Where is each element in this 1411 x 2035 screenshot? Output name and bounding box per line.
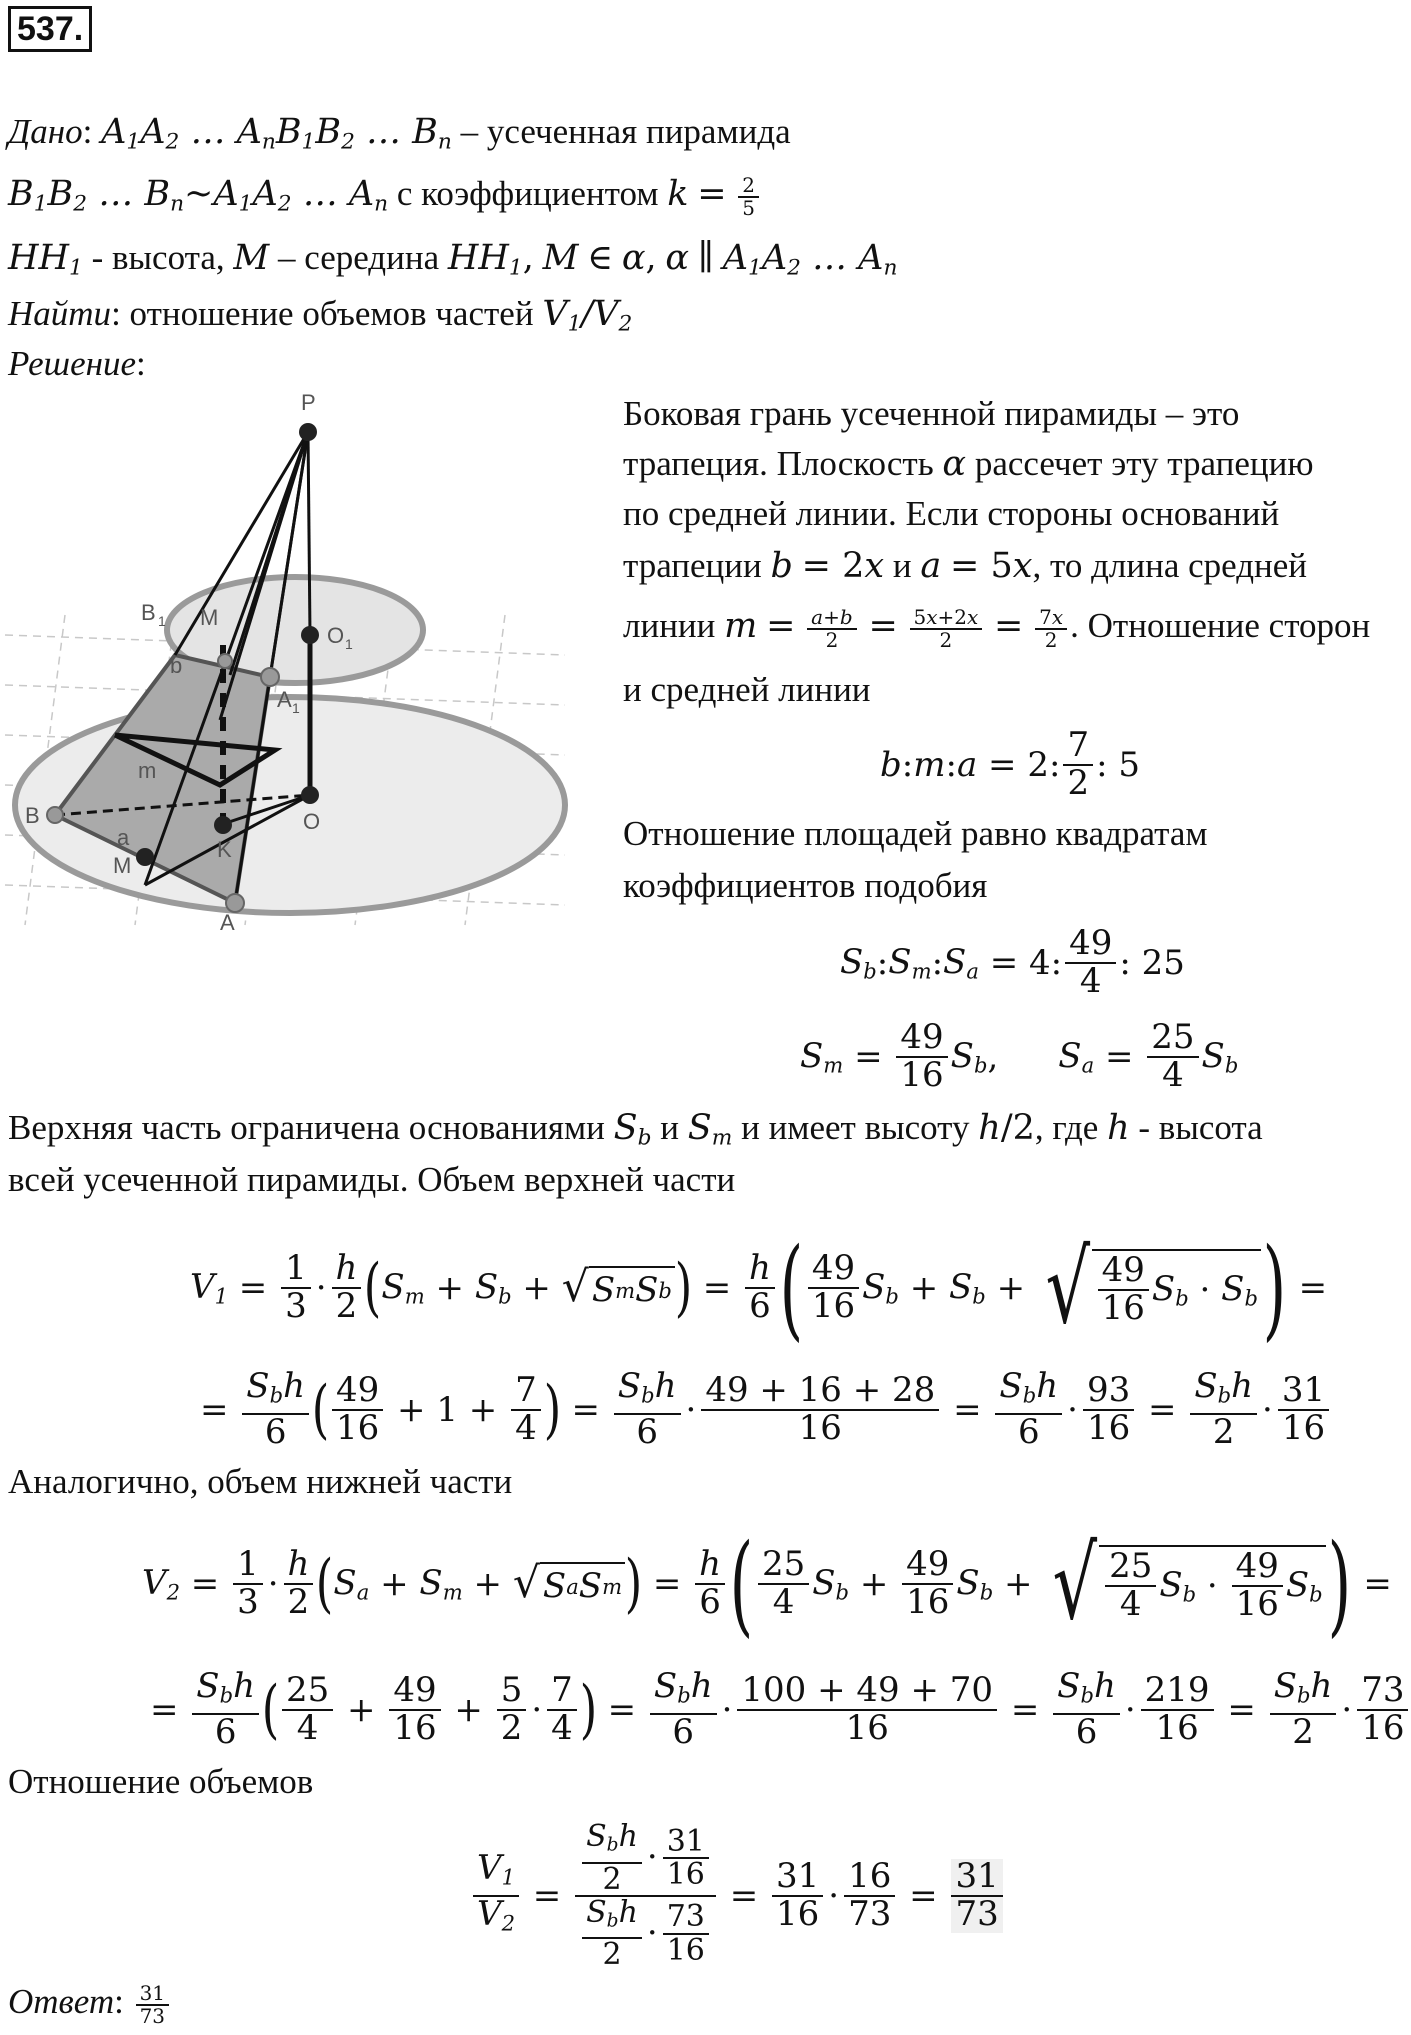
svg-text:O: O: [303, 809, 321, 834]
right-p1-l3: по средней линии. Если стороны оснований: [623, 494, 1280, 533]
given-line3-b: – середина: [277, 238, 440, 277]
find-text: : отношение объемов частей: [111, 294, 534, 333]
answer-denominator: 73: [139, 2003, 166, 2028]
svg-text:1: 1: [345, 636, 353, 652]
text-segment: линии: [623, 606, 716, 645]
v1-formula-line2: = $\frac{S_bh}{6}$ ( $\frac{49}{16}$ + 1 + $\frac{7}{4}$ ) = $\frac{S_bh}{6}$ · $\frac{49 + 16 + 28}{16}$ = $\frac{S_bh}{6}$ · $\frac{93}{16}$ = $\frac{S_bh}{2}$ · $\frac{31}{16}$: [200, 1360, 1332, 1460]
text-segment: рассечет эту трапецию: [974, 444, 1314, 483]
text-segment: и имеет высоту: [741, 1108, 970, 1147]
svg-text:b: b: [170, 653, 183, 678]
ratio-bma: b : m : a = 2: $\frac{7}{2}$ : 5: [880, 725, 1140, 803]
answer-label: Ответ: [8, 1982, 115, 2021]
find-line: Найти: отношение объемов частей $V_1/V_2$: [8, 294, 633, 337]
svg-text:A: A: [220, 910, 235, 935]
svg-text:P: P: [301, 390, 316, 415]
upper-line-2: всей усеченной пирамиды. Объем верхней части: [8, 1160, 736, 1199]
svg-text:O: O: [327, 623, 345, 648]
v1-formula-line1: $V_1$ = $\frac{1}{3}$ · $\frac{h}{2}$ ( $S_m$ + $S_b$ + √ S m S b ) = $\frac{h}{6}$ ( $\frac{49}{16}$ $S_b$ + $S_b$ + √ $\frac{49}{16}$ $S_b$ · $S_b$ ) =: [190, 1224, 1328, 1352]
given-line3-a: - высота,: [91, 238, 225, 277]
svg-text:B: B: [25, 803, 40, 828]
upper-line-1: Верхняя часть ограничена основаниями $S_b$ и $S_m$ и имеет высоту h/2, где h - высота: [8, 1108, 1263, 1151]
lower-line: Аналогично, объем нижней части: [8, 1462, 513, 1501]
given-line-2: $B_1B_2$ … $B_n\sim A_1A_2$ … $A_n$ с коэффициентом k = $\frac{2}{5}$: [8, 172, 762, 226]
right-p2-l1: Отношение площадей равно квадратам: [623, 814, 1208, 853]
ratio-areas: $S_b$ : $S_m$ : $S_a$ = 4: $\frac{49}{4}$ : 25: [840, 923, 1185, 1001]
right-p2-l2: коэффициентов подобия: [623, 866, 988, 905]
text-segment: трапеции: [623, 546, 762, 585]
text-segment: Верхняя часть ограничена основаниями: [8, 1108, 605, 1147]
given-line-3: $HH_1$ - высота, M – середина $HH_1$, M ∈ α, α ∥ $A_1A_2$ … $A_n$: [8, 238, 898, 281]
result-fraction: $\frac{31}{73}$: [951, 1859, 1002, 1932]
text-segment: - высота: [1138, 1108, 1263, 1147]
given-line2-mid: с коэффициентом: [396, 174, 659, 213]
answer-numerator: 31: [136, 1983, 169, 2006]
svg-text:B: B: [141, 600, 156, 625]
v2-formula-line2: = $\frac{S_bh}{6}$ ( $\frac{25}{4}$ + $\frac{49}{16}$ + $\frac{5}{2}$ · $\frac{7}{4}$ ) = $\frac{S_bh}{6}$ · $\frac{100 + 49 + 70}{16}$ = $\frac{S_bh}{6}$ · $\frac{219}{16}$ = $\frac{S_bh}{2}$ · $\frac{73}{16}$: [150, 1660, 1411, 1760]
v2-formula-line1: $V_2$ = $\frac{1}{3}$ · $\frac{h}{2}$ ( $S_a$ + $S_m$ + √ S a S m ) = $\frac{h}{6}$ ( $\frac{25}{4}$ $S_b$ + $\frac{49}{16}$ $S_b$ + √ $\frac{25}{4}$ $S_b$ · $\frac{49}{16}$ $S_b$ ) =: [142, 1520, 1392, 1648]
answer-line: Ответ: $\frac{31}{73}$: [8, 1980, 172, 2027]
svg-text:m: m: [138, 758, 157, 783]
text-segment: трапеция. Плоскость: [623, 444, 934, 483]
right-p1-l4: трапеции b = 2x и a = 5x, то длина средней: [623, 546, 1308, 586]
area-relations: $S_m$ = $\frac{49}{16}$ $S_b$ , $S_a$ = $\frac{25}{4}$ $S_b$: [800, 1017, 1239, 1095]
svg-text:K: K: [217, 837, 232, 862]
problem-number: 537.: [8, 6, 92, 52]
solution-label: Решение: [8, 344, 137, 383]
svg-text:A: A: [277, 687, 292, 712]
svg-text:a: a: [117, 825, 130, 850]
ratio-line: Отношение объемов: [8, 1762, 314, 1801]
svg-text:1: 1: [292, 700, 300, 716]
right-p1-l1: Боковая грань усеченной пирамиды – это: [623, 394, 1240, 433]
solution-line: Решение:: [8, 344, 146, 383]
given-line1-tail: – усеченная пирамида: [460, 112, 791, 151]
text-segment: и: [660, 1108, 680, 1147]
given-line-1: Дано: $A_1A_2$ … $A_nB_1B_2$ … $B_n$ – усеченная пирамида: [8, 112, 791, 155]
given-label: Дано: [8, 112, 83, 151]
pyramid-figure: [5, 385, 595, 945]
text-segment: , где: [1034, 1108, 1099, 1147]
right-p1-l5: линии m = $\frac{a+b}{2}$ = $\frac{5x+2x}{2}$ = $\frac{7x}{2}$ . Отношение сторон: [623, 604, 1371, 652]
text-segment: . Отношение сторон: [1070, 606, 1371, 645]
svg-text:M: M: [200, 605, 219, 630]
text-segment: , то длина средней: [1032, 546, 1308, 585]
text-segment: и: [892, 546, 912, 585]
svg-text:M: M: [113, 853, 132, 878]
right-p1-l2: трапеция. Плоскость α рассечет эту трапецию: [623, 444, 1314, 484]
svg-text:1: 1: [158, 613, 166, 629]
ratio-formula: $\frac{V_1}{V_2}$ = $\frac{S_bh}{2}$ · $\frac{31}{16}$ $\frac{S_bh}{2}$ · $\frac{73}{16}$ = $\frac{31}{16}$ · $\frac{16}{73}$ = $\frac{31}{73}$: [470, 1806, 1006, 1986]
find-label: Найти: [8, 294, 112, 333]
right-p1-l6: и средней линии: [623, 670, 871, 709]
